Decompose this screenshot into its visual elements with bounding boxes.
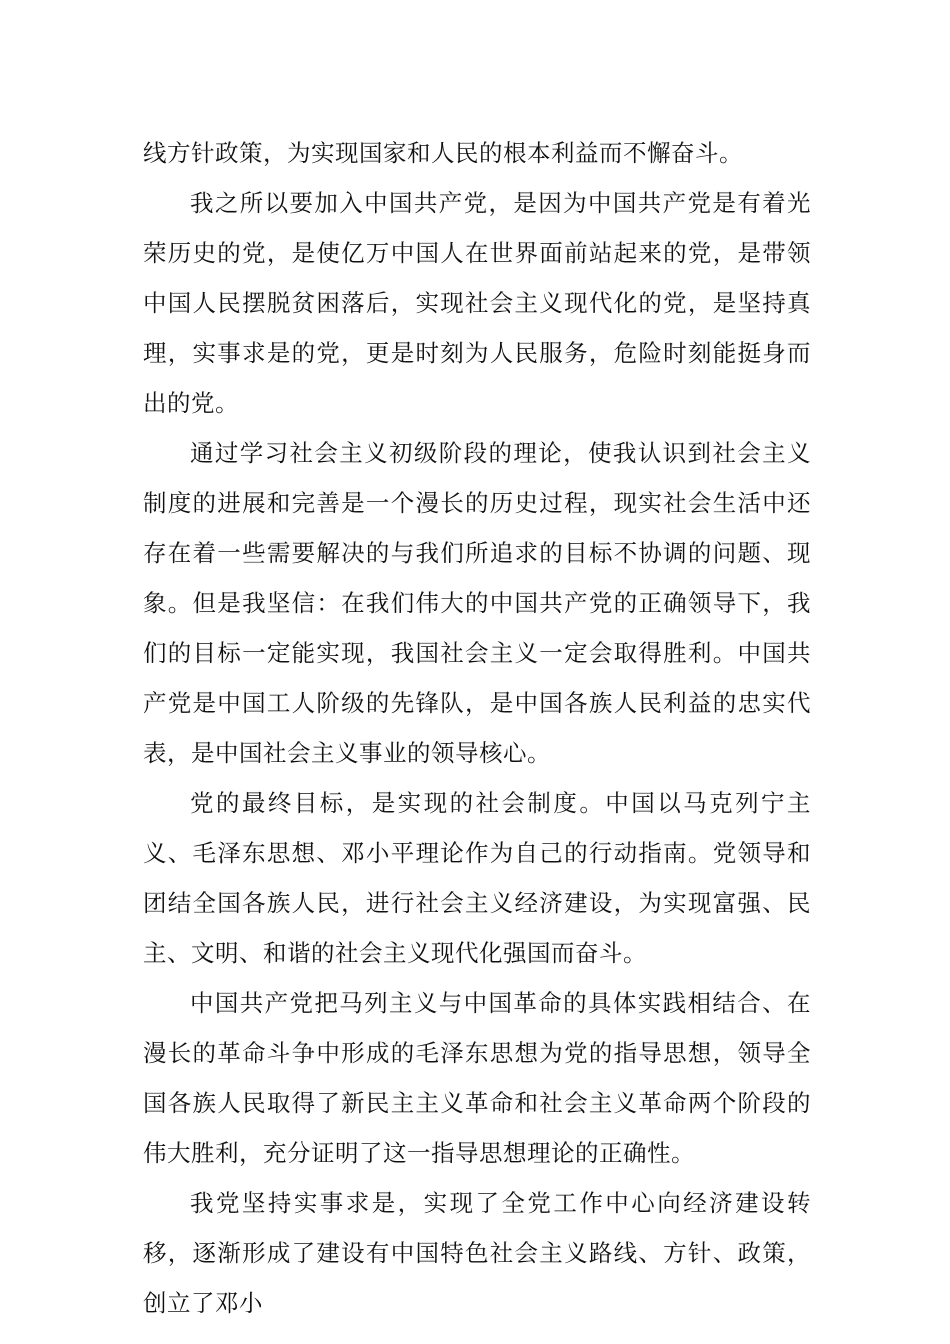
- paragraph-2: 我之所以要加入中国共产党，是因为中国共产党是有着光荣历史的党，是使亿万中国人在世界面前站起来的党，是带领中国人民摆脱贫困落后，实现社会主义现代化的党，是坚持真理，实事求是的党，更是时刻为人民服务，危险时刻能挺身而出的党。: [143, 189, 811, 417]
- paragraph-3: 通过学习社会主义初级阶段的理论，使我认识到社会主义制度的进展和完善是一个漫长的历史过程，现实社会生活中还存在着一些需要解决的与我们所追求的目标不协调的问题、现象。但是我坚信：在我们伟大的中国共产党的正确领导下，我们的目标一定能实现，我国社会主义一定会取得胜利。中国共产党是中国工人阶级的先锋队，是中国各族人民利益的忠实代表，是中国社会主义事业的领导核心。: [143, 439, 811, 767]
- paragraph-5: 中国共产党把马列主义与中国革命的具体实践相结合、在漫长的革命斗争中形成的毛泽东思想为党的指导思想，领导全国各族人民取得了新民主主义革命和社会主义革命两个阶段的伟大胜利，充分证明了这一指导思想理论的正确性。: [143, 989, 811, 1167]
- paragraph-6: 我党坚持实事求是，实现了全党工作中心向经济建设转移，逐渐形成了建设有中国特色社会主义路线、方针、政策，创立了邓小: [143, 1189, 811, 1317]
- paragraph-1: 线方针政策，为实现国家和人民的根本利益而不懈奋斗。: [143, 139, 743, 167]
- paragraph-4: 党的最终目标，是实现的社会制度。中国以马克列宁主义、毛泽东思想、邓小平理论作为自己的行动指南。党领导和团结全国各族人民，进行社会主义经济建设，为实现富强、民主、文明、和谐的社会主义现代化强国而奋斗。: [143, 789, 811, 967]
- document-body: [143, 128, 811, 1328]
